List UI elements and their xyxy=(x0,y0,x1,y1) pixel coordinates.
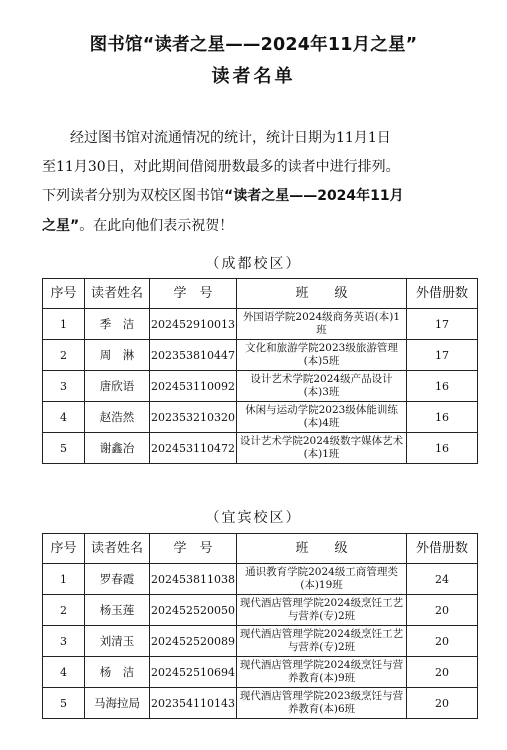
cell-name: 刘清玉 xyxy=(85,626,150,657)
table-row xyxy=(43,371,478,402)
header-name: 读者姓名 xyxy=(85,534,150,564)
header-count: 外借册数 xyxy=(407,279,478,309)
cell-no: 4 xyxy=(43,657,85,688)
cell-id: 202353210320 xyxy=(150,402,237,433)
header-class: 班 级 xyxy=(237,534,407,564)
cell-class: 设计艺术学院2024级数字媒体艺术(本)1班 xyxy=(237,433,407,464)
cell-count: 20 xyxy=(407,688,478,719)
header-id: 学 号 xyxy=(150,279,237,309)
cell-class: 外国语学院2024级商务英语(本)1班 xyxy=(237,309,407,340)
header-class: 班 级 xyxy=(237,279,407,309)
table-row xyxy=(43,340,478,371)
cell-id: 202452510694 xyxy=(150,657,237,688)
intro-line-3-text: 下列读者分别为双校区图书馆 xyxy=(42,188,224,204)
table-row xyxy=(43,657,478,688)
cell-no: 1 xyxy=(43,564,85,595)
cell-count: 24 xyxy=(407,564,478,595)
cell-id: 202452520050 xyxy=(150,595,237,626)
intro-emphasis-1: “读者之星——2024年11月 xyxy=(224,188,404,204)
intro-line-4-text: 。在此向他们表示祝贺！ xyxy=(79,218,234,234)
cell-name: 季 洁 xyxy=(85,309,150,340)
intro-line-2: 至11月30日，对此期间借阅册数最多的读者中进行排列。 xyxy=(42,159,400,175)
table-row xyxy=(43,626,478,657)
cell-count: 16 xyxy=(407,402,478,433)
cell-id: 202452910013 xyxy=(150,309,237,340)
cell-name: 谢鑫冶 xyxy=(85,433,150,464)
intro-line-3 xyxy=(42,185,404,205)
header-id: 学 号 xyxy=(150,534,237,564)
cell-name: 杨 洁 xyxy=(85,657,150,688)
cell-name: 唐欣语 xyxy=(85,371,150,402)
cell-no: 4 xyxy=(43,402,85,433)
cell-class: 现代酒店管理学院2024级烹饪工艺与营养(专)2班 xyxy=(237,595,407,626)
cell-no: 3 xyxy=(43,371,85,402)
page-title: 图书馆“读者之星——2024年11月之星” xyxy=(89,35,418,55)
cell-no: 3 xyxy=(43,626,85,657)
table-row xyxy=(43,688,478,719)
chengdu-table xyxy=(42,278,478,464)
cell-id: 202453110092 xyxy=(150,371,237,402)
intro-emphasis-2: 之星” xyxy=(42,218,80,234)
yibin-table xyxy=(42,533,478,719)
cell-name: 周 淋 xyxy=(85,340,150,371)
table-row xyxy=(43,433,478,464)
cell-count: 20 xyxy=(407,626,478,657)
cell-count: 20 xyxy=(407,595,478,626)
cell-id: 202353810447 xyxy=(150,340,237,371)
cell-id: 202354110143 xyxy=(150,688,237,719)
yibin-caption: （宜宾校区） xyxy=(205,510,302,526)
cell-count: 16 xyxy=(407,371,478,402)
cell-name: 罗春霞 xyxy=(85,564,150,595)
cell-no: 5 xyxy=(43,688,85,719)
cell-no: 2 xyxy=(43,340,85,371)
cell-id: 202452520089 xyxy=(150,626,237,657)
chengdu-caption: （成都校区） xyxy=(205,256,302,272)
cell-no: 2 xyxy=(43,595,85,626)
header-count: 外借册数 xyxy=(407,534,478,564)
cell-count: 17 xyxy=(407,309,478,340)
cell-no: 5 xyxy=(43,433,85,464)
cell-class: 设计艺术学院2024级产品设计(本)3班 xyxy=(237,371,407,402)
header-name: 读者姓名 xyxy=(85,279,150,309)
table-row xyxy=(43,309,478,340)
cell-count: 17 xyxy=(407,340,478,371)
cell-id: 202453811038 xyxy=(150,564,237,595)
cell-count: 16 xyxy=(407,433,478,464)
cell-name: 杨玉莲 xyxy=(85,595,150,626)
cell-class: 休闲与运动学院2023级体能训练(本)4班 xyxy=(237,402,407,433)
intro-line-4 xyxy=(42,215,233,235)
cell-name: 马海拉局 xyxy=(85,688,150,719)
cell-class: 现代酒店管理学院2024级烹饪工艺与营养(专)2班 xyxy=(237,626,407,657)
cell-id: 202453110472 xyxy=(150,433,237,464)
table-row xyxy=(43,595,478,626)
cell-class: 文化和旅游学院2023级旅游管理(本)5班 xyxy=(237,340,407,371)
cell-no: 1 xyxy=(43,309,85,340)
cell-class: 通识教育学院2024级工商管理类(本)19班 xyxy=(237,564,407,595)
table-header-row xyxy=(43,279,478,309)
page-subtitle: 读者名单 xyxy=(211,66,296,87)
cell-class: 现代酒店管理学院2024级烹饪与营养教育(本)9班 xyxy=(237,657,407,688)
table-header-row xyxy=(43,534,478,564)
cell-count: 20 xyxy=(407,657,478,688)
table-row xyxy=(43,402,478,433)
cell-class: 现代酒店管理学院2023级烹饪与营养教育(本)6班 xyxy=(237,688,407,719)
cell-name: 赵浩然 xyxy=(85,402,150,433)
intro-line-1: 经过图书馆对流通情况的统计，统计日期为11月1日 xyxy=(70,130,391,146)
table-row xyxy=(43,564,478,595)
header-no: 序号 xyxy=(43,534,85,564)
header-no: 序号 xyxy=(43,279,85,309)
